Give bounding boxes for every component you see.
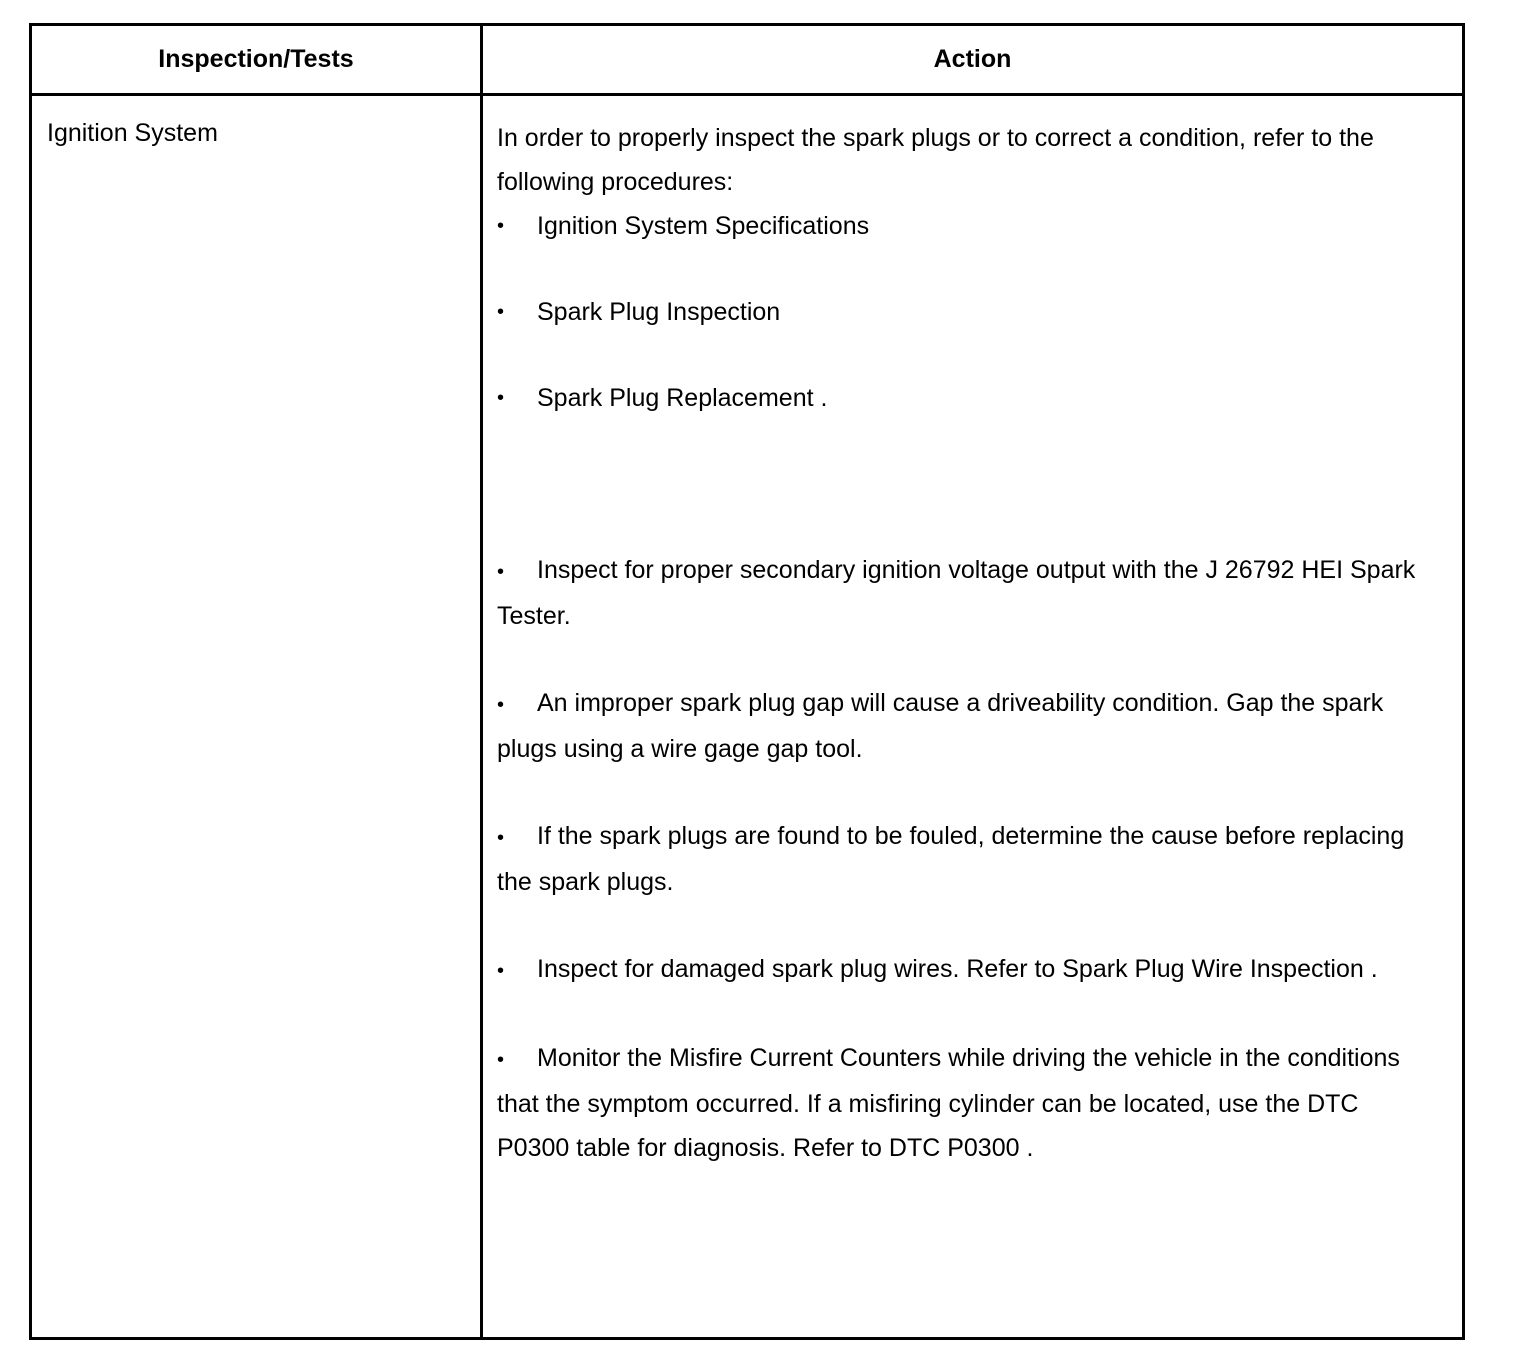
procedure-item bbox=[497, 204, 1427, 248]
header-divider bbox=[32, 93, 1462, 96]
bullet-icon: • bbox=[497, 387, 505, 409]
note-item bbox=[497, 681, 1427, 771]
inspection-cell: Ignition System bbox=[47, 119, 218, 147]
note-item bbox=[497, 548, 1427, 638]
note-item bbox=[497, 1036, 1427, 1170]
bullet-icon: • bbox=[497, 694, 505, 716]
note-text: An improper spark plug gap will cause a driveability condition. Gap the spark plugs using a wire gage gap tool. bbox=[497, 689, 1384, 763]
bullet-icon: • bbox=[497, 301, 505, 323]
procedure-text: Ignition System Specifications bbox=[537, 212, 870, 240]
procedure-text: Spark Plug Replacement . bbox=[537, 384, 828, 412]
header-inspection-tests: Inspection/Tests bbox=[158, 45, 354, 73]
note-text: If the spark plugs are found to be fouled, determine the cause before replacing the spark plugs. bbox=[497, 822, 1405, 896]
note-text: Inspect for proper secondary ignition voltage output with the J 26792 HEI Spark Tester. bbox=[497, 556, 1416, 630]
bullet-icon: • bbox=[497, 215, 505, 237]
inspection-table bbox=[29, 23, 1465, 1340]
procedure-text: Spark Plug Inspection bbox=[537, 298, 781, 326]
procedure-item bbox=[497, 376, 1427, 420]
action-cell bbox=[497, 116, 1427, 1170]
column-divider bbox=[480, 26, 483, 1337]
note-text: Monitor the Misfire Current Counters while driving the vehicle in the conditions that the symptom occurred. If a misfiring cylinder can be located, use the DTC P0300 table for diagnosis. Refer to DTC P0300 . bbox=[497, 1044, 1400, 1162]
bullet-icon: • bbox=[497, 960, 505, 982]
procedure-item bbox=[497, 290, 1427, 334]
note-item bbox=[497, 947, 1427, 993]
note-text: Inspect for damaged spark plug wires. Refer to Spark Plug Wire Inspection . bbox=[537, 955, 1378, 983]
action-intro: In order to properly inspect the spark plugs or to correct a condition, refer to the following procedures: bbox=[497, 124, 1374, 196]
bullet-icon: • bbox=[497, 827, 505, 849]
note-item bbox=[497, 814, 1427, 904]
bullet-icon: • bbox=[497, 1049, 505, 1071]
header-action: Action bbox=[933, 45, 1012, 73]
bullet-icon: • bbox=[497, 561, 505, 583]
